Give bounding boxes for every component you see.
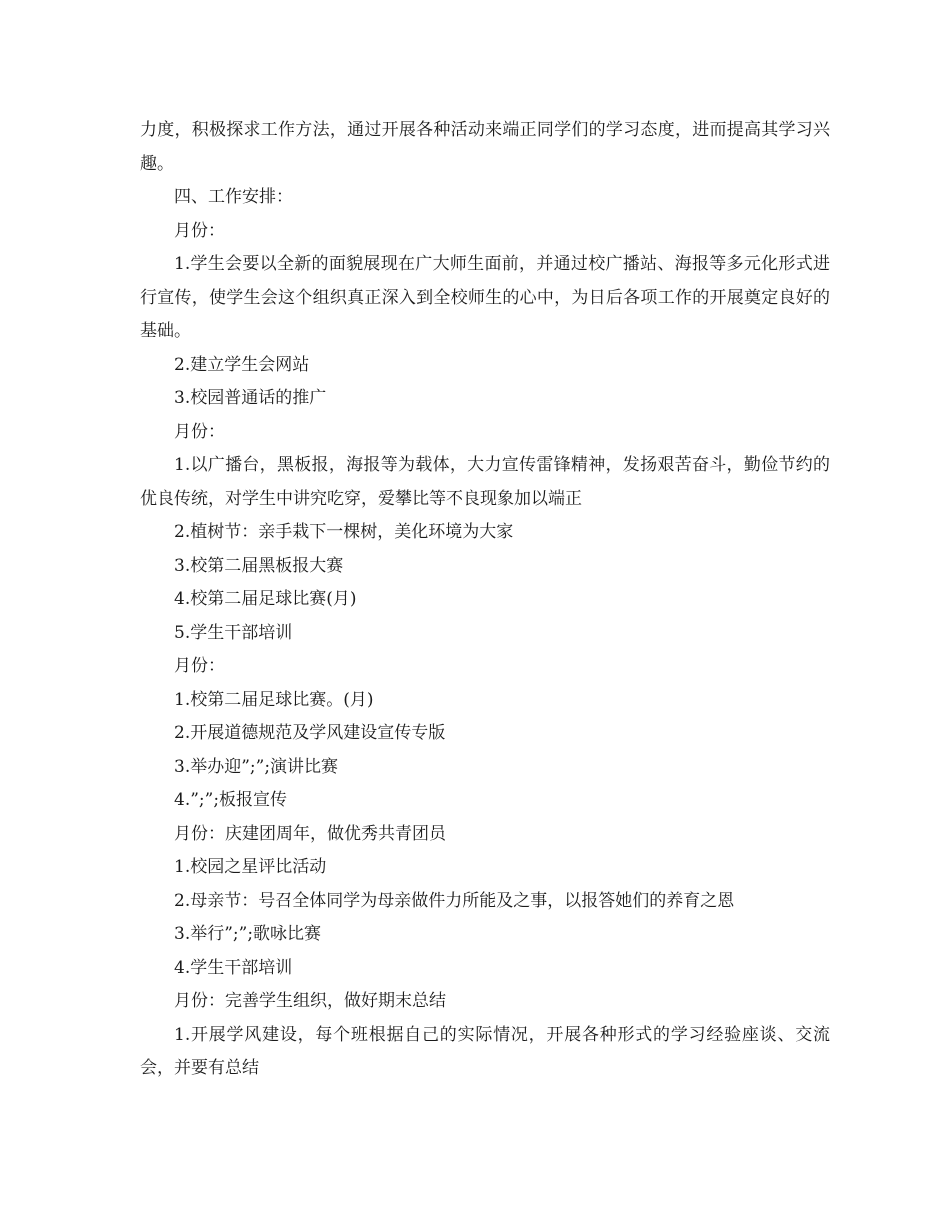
list-item: 1.以广播台，黑板报，海报等为载体，大力宣传雷锋精神，发扬艰苦奋斗，勤俭节约的优良传统，对学生中讲究吃穿，爱攀比等不良现象加以端正 <box>140 455 830 509</box>
list-item: 4.校第二届足球比赛(月) <box>174 589 357 609</box>
list-item: 1.校第二届足球比赛。(月) <box>174 689 374 710</box>
list-item: 3.校第二届黑板报大赛 <box>174 555 344 576</box>
list-item: 1.开展学风建设，每个班根据自己的实际情况，开展各种形式的学习经验座谈、交流会，并要有总结 <box>140 1024 830 1078</box>
list-item: 1.学生会要以全新的面貌展现在广大师生面前，并通过校广播站、海报等多元化形式进行宣传，使学生会这个组织真正深入到全校师生的心中，为日后各项工作的开展奠定良好的基础。 <box>140 254 830 341</box>
section-heading-work-arrangement: 四、工作安排： <box>174 187 293 207</box>
paragraph: 力度，积极探求工作方法，通过开展各种活动来端正同学们的学习态度，进而提高其学习兴趣。 <box>140 120 830 174</box>
month-heading: 月份：庆建团周年，做优秀共青团员 <box>174 823 446 844</box>
month-heading: 月份：完善学生组织，做好期末总结 <box>174 991 446 1011</box>
month-heading: 月份： <box>174 421 225 442</box>
month-heading: 月份： <box>174 220 225 241</box>
list-item: 2.植树节：亲手栽下一棵树，美化环境为大家 <box>174 522 514 542</box>
list-item: 3.校园普通话的推广 <box>174 388 327 408</box>
list-item: 4.学生干部培训 <box>174 957 293 978</box>
list-item: 4.”;”;板报宣传 <box>174 790 288 810</box>
list-item: 2.建立学生会网站 <box>174 354 310 375</box>
list-item: 2.母亲节：号召全体同学为母亲做件力所能及之事，以报答她们的养育之恩 <box>174 890 735 911</box>
list-item: 3.举行”;”;歌咏比赛 <box>174 924 322 944</box>
month-heading: 月份： <box>174 656 225 676</box>
document-body <box>140 114 830 1086</box>
list-item: 2.开展道德规范及学风建设宣传专版 <box>174 723 446 743</box>
list-item: 3.举办迎”;”;演讲比赛 <box>174 756 339 777</box>
list-item: 1.校园之星评比活动 <box>174 857 327 877</box>
list-item: 5.学生干部培训 <box>174 622 293 643</box>
